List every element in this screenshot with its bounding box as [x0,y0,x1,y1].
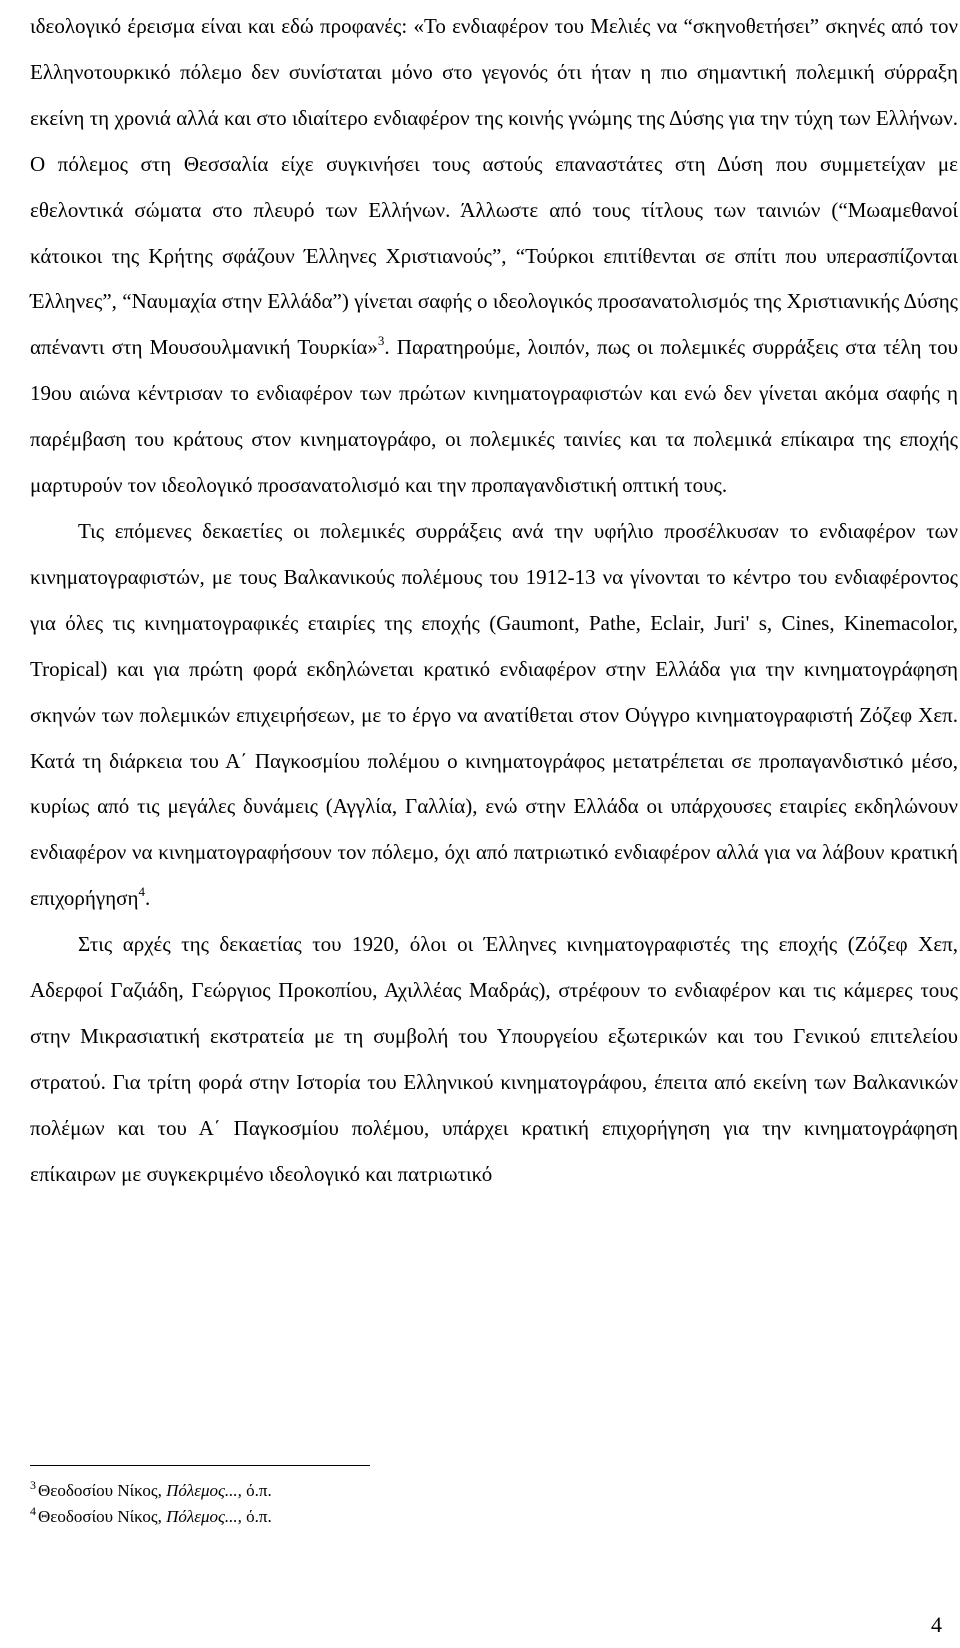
paragraph-text: ιδεολογικό έρεισμα είναι και εδώ προφανές: «Το ενδιαφέρον του Μελιές να “σκηνοθετήσει” σκηνές από τον Ελληνοτουρκικό πόλεμο δεν συνίσταται μόνο στο γεγονός ότι ήταν η πιο σημαντική πολεμική σύρραξη εκείνη τη χρονιά αλλά και στο ιδιαίτερο ενδιαφέρον της κοινής γνώμης της Δύσης για την τύχη των Ελλήνων. Ο πόλεμος στη Θεσσαλία είχε συγκινήσει τους αστούς επαναστάτες στη Δύση που συμμετείχαν με εθελοντικά σώματα στο πλευρό των Ελλήνων. Άλλωστε από τους τίτλους των ταινιών (“Μωαμεθανοί κάτοικοι της Κρήτης σφάζουν Έλληνες Χριστιανούς”, “Τούρκοι επιτίθενται σε σπίτι που υπερασπίζονται Έλληνες”, “Ναυμαχία στην Ελλάδα”) γίνεται σαφής ο ιδεολογικός προσανατολισμός της Χριστιανικής Δύσης απέναντι στη Μουσουλμανική Τουρκία» [30,14,958,360]
footnote-author: Θεοδοσίου Νίκος, [38,1481,162,1500]
footnote-4 [30,1504,930,1530]
footnote-text [38,1504,930,1530]
footnote-text [38,1478,930,1504]
paragraph [30,922,958,1197]
page-number: 4 [931,1612,942,1637]
footnote-3 [30,1478,930,1504]
paragraph-text: Στις αρχές της δεκαετίας του 1920, όλοι οι Έλληνες κινηματογραφιστές της εποχής (Ζόζεφ Χεπ, Αδερφοί Γαζιάδη, Γεώργιος Προκοπίου, Αχιλλέας Μαδράς), στρέφουν το ενδιαφέρον και τις κάμερες τους στην Μικρασιατική εκστρατεία με τη συμβολή του Υπουργείου εξωτερικών και του Γενικού επιτελείου στρατού. Για τρίτη φορά στην Ιστορία του Ελληνικού κινηματογράφου, έπειτα από εκείνη των Βαλκανικών πολέμων και του Α΄ Παγκοσμίου πολέμου, υπάρχει κρατική επιχορήγηση για την κινηματογράφηση επίκαιρων με συγκεκριμένο ιδεολογικό και πατριωτικό [30,932,958,1186]
footnote-author: Θεοδοσίου Νίκος, [38,1507,162,1526]
body-text [30,4,958,1198]
footnote-reference: ό.π. [246,1507,272,1526]
paragraph-text: . [144,886,151,911]
paragraph [30,4,958,509]
footnote-title: Πόλεμος..., [166,1507,242,1526]
footnote-reference: ό.π. [246,1481,272,1500]
footnote-marker: 3 [30,1478,36,1492]
footnote-marker: 4 [30,1504,36,1518]
footnotes [30,1478,930,1530]
footnote-reference-marker[interactable]: 3 [377,333,385,349]
paragraph [30,509,958,922]
footnote-reference-marker[interactable]: 4 [138,884,145,900]
paragraph-text: Τις επόμενες δεκαετίες οι πολεμικές συρράξεις ανά την υφήλιο προσέλκυσαν το ενδιαφέρον των κινηματογραφιστών, με τους Βαλκανικούς πολέμους του 1912-13 να γίνονται το κέντρο του ενδιαφέροντος για όλες τις κινηματογραφικές εταιρίες της εποχής (Gaumont, Pathe, Eclair, Juri' s, Cines, Kinemacolor, Tropical) και για πρώτη φορά εκδηλώνεται κρατικό ενδιαφέρον στην Ελλάδα για την κινηματογράφηση σκηνών των πολεμικών επιχειρήσεων, με το έργο να ανατίθεται στον Ούγγρο κινηματογραφιστή Ζόζεφ Χεπ. Κατά τη διάρκεια του Α΄ Παγκοσμίου πολέμου ο κινηματογράφος μετατρέπεται σε προπαγανδιστικό μέσο, κυρίως από τις μεγάλες δυνάμεις (Αγγλία, Γαλλία), ενώ στην Ελλάδα οι υπάρχουσες εταιρίες εκδηλώνουν ενδιαφέρον να κινηματογραφήσουν τον πόλεμο, όχι από πατριωτικό ενδιαφέρον αλλά για να λάβουν κρατική επιχορήγηση [30,518,958,911]
paragraph-text: . Παρατηρούμε, λοιπόν, πως οι πολεμικές συρράξεις στα τέλη του 19ου αιώνα κέντρισαν το ενδιαφέρον των πρώτων κινηματογραφιστών και ενώ δεν γίνεται ακόμα σαφής η παρέμβαση του κράτους στον κινηματογράφο, οι πολεμικές ταινίες και τα πολεμικά επίκαιρα της εποχής μαρτυρούν τον ιδεολογικό προσανατολισμό και την προπαγανδιστική οπτική τους. [30,335,958,498]
footnote-title: Πόλεμος..., [166,1481,242,1500]
footnote-separator [30,1465,370,1466]
